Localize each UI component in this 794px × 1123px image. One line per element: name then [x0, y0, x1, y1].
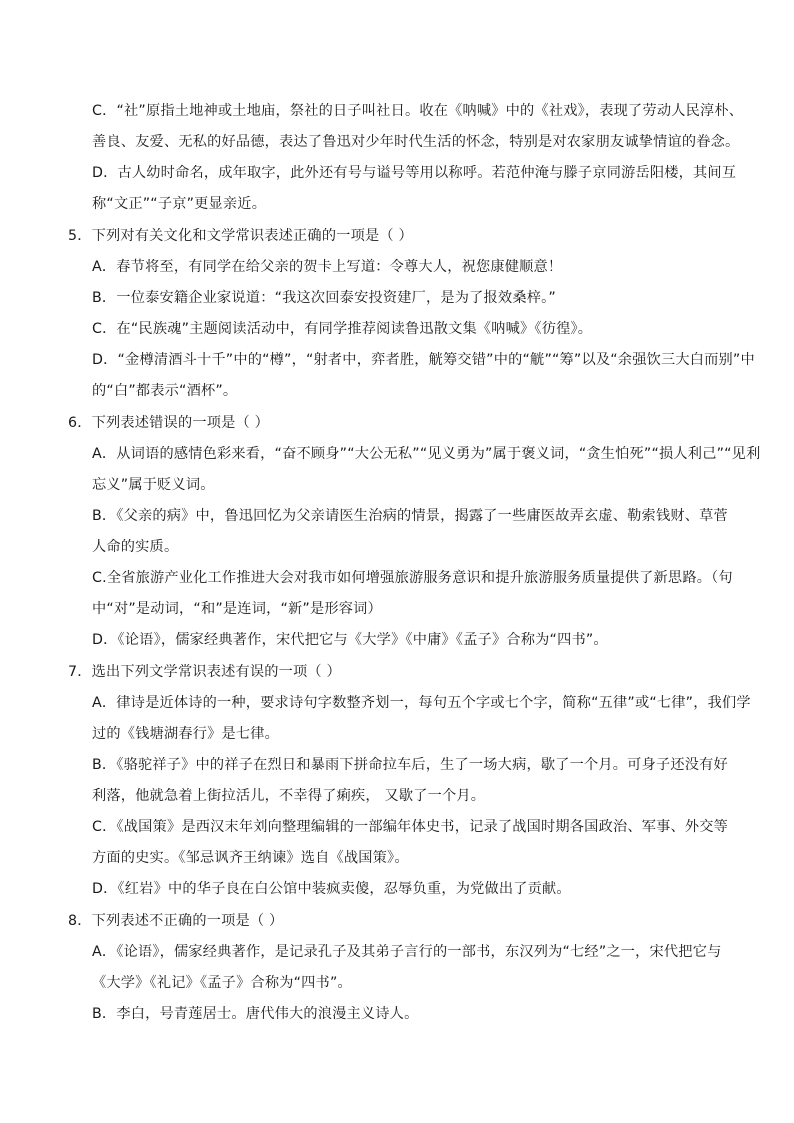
q7-option-a: A．律诗是近体诗的一种，要求诗句字数整齐划一，每句五个字或七个字，简称“五律”或“七律”，我们学	[92, 695, 751, 711]
q8-option-b: B．李白，号青莲居士。唐代伟大的浪漫主义诗人。	[92, 1006, 419, 1022]
q7-option-d: D．《红岩》中的华子良在白公馆中装疯卖傻，忍辱负重，为党做出了贡献。	[92, 881, 571, 897]
q6-option-c: C.全省旅游产业化工作推进大会对我市如何增强旅游服务意识和提升旅游服务质量提供了新思路。（句	[92, 570, 733, 586]
q5-option-d: D．“金樽清酒斗十千”中的“樽”，“射者中，弈者胜，觥筹交错”中的“觥”“筹”以及“余强饮三大白而别”中	[92, 352, 755, 368]
option-d-line: D．古人幼时命名，成年取字，此外还有号与谥号等用以称呼。若范仲淹与滕子京同游岳阳楼，其间互	[92, 165, 737, 181]
q7-option-b-cont: 利落，他就急着上街拉活儿，不幸得了痢疾， 又歇了一个月。	[92, 788, 486, 804]
q7-option-c-cont: 方面的史实。《邹忌讽齐王纳谏》选自《战国策》。	[92, 850, 409, 866]
q6-option-d: D．《论语》，儒家经典著作，宋代把它与《大学》《中庸》《孟子》合称为“四书”。	[92, 632, 608, 648]
q7-option-c: C．《战国策》是西汉末年刘向整理编辑的一部编年体史书，记录了战国时期各国政治、军事、外交等	[92, 819, 729, 835]
question-7: 7．选出下列文学常识表述有误的一项（ ）	[68, 664, 341, 680]
question-6: 6．下列表述错误的一项是（ ）	[68, 415, 269, 431]
q5-option-c: C．在“民族魂”主题阅读活动中，有同学推荐阅读鲁迅散文集《呐喊》《彷徨》。	[92, 321, 593, 337]
q6-option-a: A．从词语的感情色彩来看，“奋不顾身”“大公无私”“见义勇为”属于褒义词，“贪生怕死”“损人利己”“见利	[92, 446, 761, 462]
q7-option-b: B．《骆驼祥子》中的祥子在烈日和暴雨下拼命拉车后，生了一场大病，歇了一个月。可身子还没有好	[92, 757, 728, 773]
option-c-line-cont: 善良、友爱、无私的好品德，表达了鲁迅对少年时代生活的怀念，特别是对农家朋友诚挚情谊的眷念。	[92, 134, 740, 150]
question-8: 8．下列表述不正确的一项是（ ）	[68, 913, 284, 929]
q6-option-a-cont: 忘义”属于贬义词。	[92, 477, 215, 493]
q8-option-a-cont: 《大学》《礼记》《孟子》合称为“四书”。	[92, 975, 352, 991]
q5-option-a: A．春节将至，有同学在给父亲的贺卡上写道：令尊大人，祝您康健顺意！	[92, 259, 563, 275]
option-d-line-cont: 称“文正”“子京”更显亲近。	[92, 196, 267, 212]
q7-option-a-cont: 过的《钱塘湖春行》是七律。	[92, 726, 280, 742]
q6-option-b-cont: 人命的实质。	[92, 539, 179, 555]
q6-option-c-cont: 中“对”是动词，“和”是连词，“新”是形容词）	[92, 601, 382, 617]
q8-option-a: A．《论语》，儒家经典著作，是记录孔子及其弟子言行的一部书，东汉列为“七经”之一，宋代把它与	[92, 944, 722, 960]
q5-option-b: B．一位泰安籍企业家说道：“我这次回泰安投资建厂，是为了报效桑梓。”	[92, 290, 556, 306]
q6-option-b: B．《父亲的病》中，鲁迅回忆为父亲请医生治病的情景，揭露了一些庸医故弄玄虚、勒索钱财、草菅	[92, 508, 728, 524]
question-5: 5．下列对有关文化和文学常识表述正确的一项是（ ）	[68, 228, 413, 244]
option-c-line: C．“社”原指土地神或土地庙，祭社的日子叫社日。收在《呐喊》中的《社戏》，表现了劳动人民淳朴、	[92, 103, 744, 119]
q5-option-d-cont: 的“白”都表示“酒杯”。	[92, 383, 238, 399]
